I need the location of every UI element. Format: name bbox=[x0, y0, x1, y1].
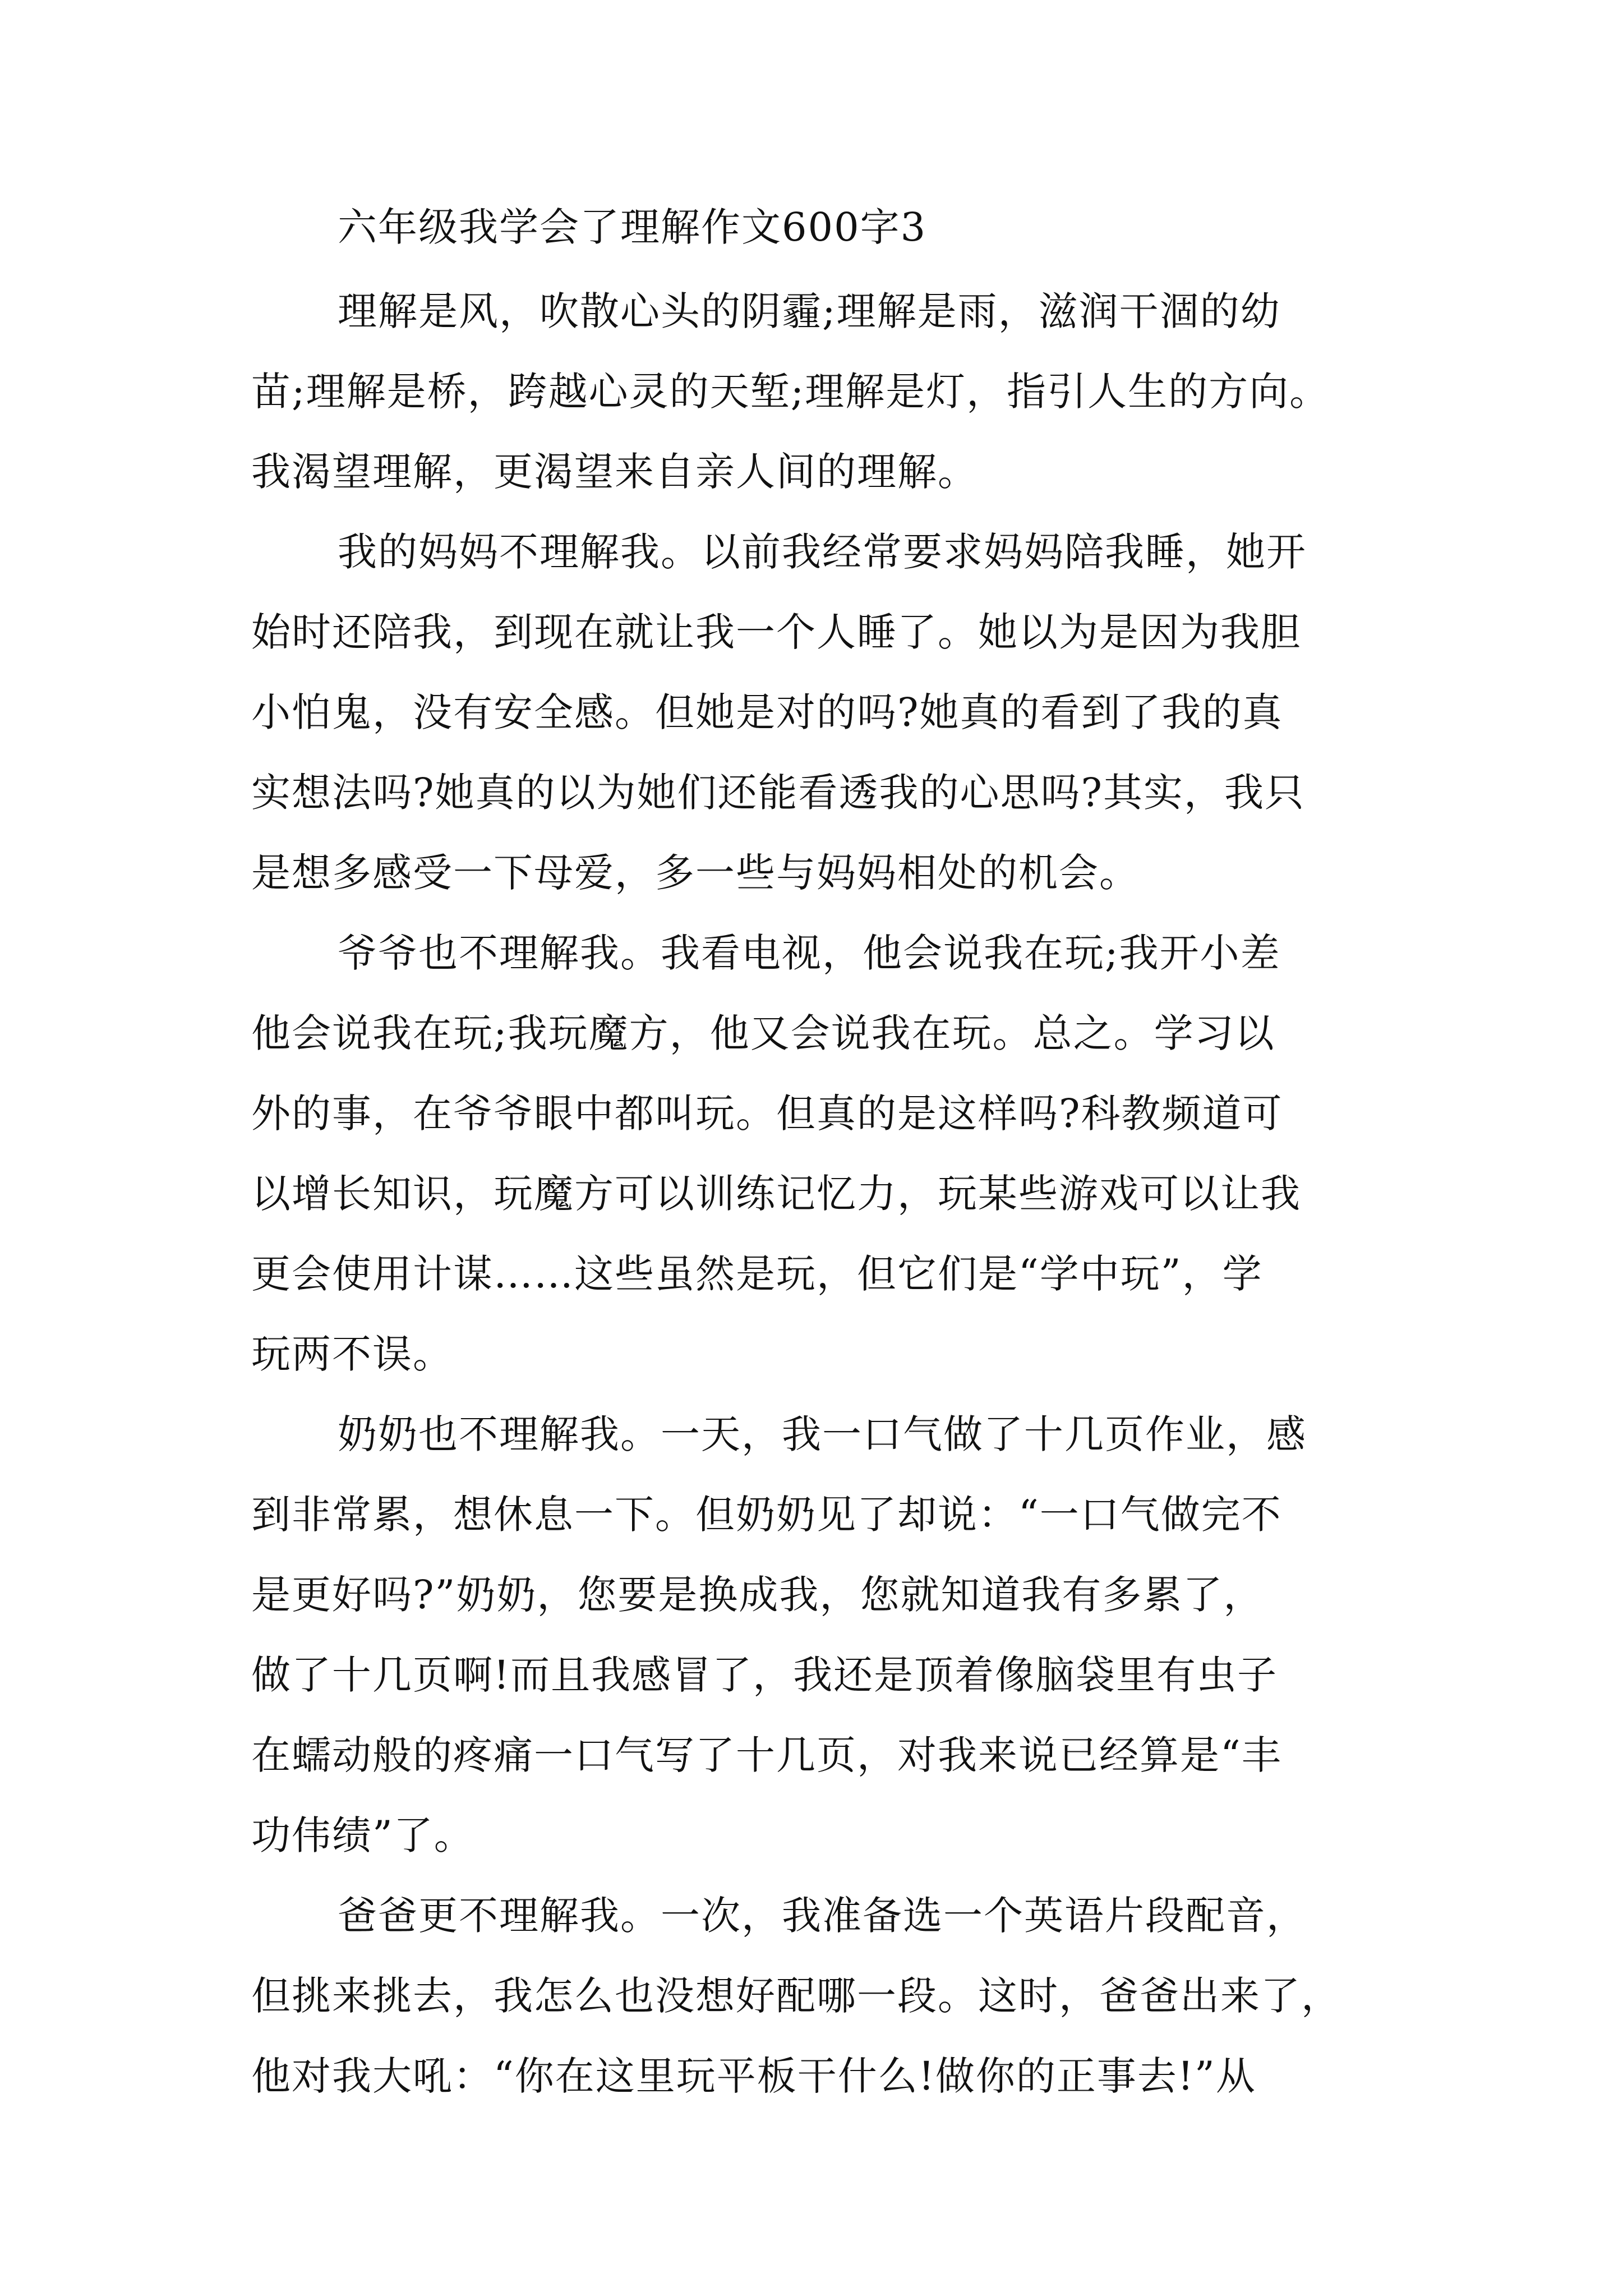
paragraph-3-line-2: 他会说我在玩;我玩魔方，他又会说我在玩。总之。学习以 bbox=[251, 1010, 1275, 1056]
paragraph-2-line-3: 小怕鬼，没有安全感。但她是对的吗?她真的看到了我的真 bbox=[251, 689, 1283, 735]
paragraph-1-line-3: 我渴望理解，更渴望来自亲人间的理解。 bbox=[251, 449, 978, 495]
paragraph-4-line-4: 做了十几页啊!而且我感冒了，我还是顶着像脑袋里有虫子 bbox=[251, 1652, 1278, 1698]
paragraph-1-line-1: 理解是风，吹散心头的阴霾;理解是雨，滋润干涸的幼 bbox=[338, 288, 1281, 334]
paragraph-2-line-5: 是想多感受一下母爱，多一些与妈妈相处的机会。 bbox=[251, 850, 1140, 896]
paragraph-4-line-1: 奶奶也不理解我。一天，我一口气做了十几页作业，感 bbox=[338, 1411, 1307, 1457]
paragraph-2-line-2: 始时还陪我，到现在就让我一个人睡了。她以为是因为我胆 bbox=[251, 609, 1301, 655]
paragraph-4-line-5: 在蠕动般的疼痛一口气写了十几页，对我来说已经算是“丰 bbox=[251, 1732, 1282, 1778]
paragraph-3-line-5: 更会使用计谋……这些虽然是玩，但它们是“学中玩”，学 bbox=[251, 1251, 1263, 1297]
paragraph-1-line-2: 苗;理解是桥，跨越心灵的天堑;理解是灯，指引人生的方向。 bbox=[251, 369, 1330, 415]
paragraph-2-line-1: 我的妈妈不理解我。以前我经常要求妈妈陪我睡，她开 bbox=[338, 529, 1307, 575]
paragraph-4-line-3: 是更好吗?”奶奶，您要是换成我，您就知道我有多累了， bbox=[251, 1572, 1264, 1618]
paragraph-2-line-4: 实想法吗?她真的以为她们还能看透我的心思吗?其实，我只 bbox=[251, 770, 1306, 816]
paragraph-3-line-1: 爷爷也不理解我。我看电视，他会说我在玩;我开小差 bbox=[338, 930, 1281, 976]
paragraph-3-line-6: 玩两不误。 bbox=[251, 1331, 453, 1377]
paragraph-3-line-4: 以增长知识，玩魔方可以训练记忆力，玩某些游戏可以让我 bbox=[251, 1171, 1301, 1217]
paragraph-3-line-3: 外的事，在爷爷眼中都叫玩。但真的是这样吗?科教频道可 bbox=[251, 1091, 1283, 1137]
paragraph-5-line-2: 但挑来挑去，我怎么也没想好配哪一段。这时，爸爸出来了， bbox=[251, 1973, 1341, 2019]
paragraph-5-line-1: 爸爸更不理解我。一次，我准备选一个英语片段配音， bbox=[338, 1893, 1307, 1939]
paragraph-4-line-2: 到非常累，想休息一下。但奶奶见了却说：“一口气做完不 bbox=[251, 1492, 1282, 1538]
paragraph-5-line-3: 他对我大吼：“你在这里玩平板干什么!做你的正事去!”从 bbox=[251, 2053, 1256, 2099]
paragraph-4-line-6: 功伟绩”了。 bbox=[251, 1812, 474, 1858]
document-title: 六年级我学会了理解作文600字3 bbox=[338, 204, 927, 250]
